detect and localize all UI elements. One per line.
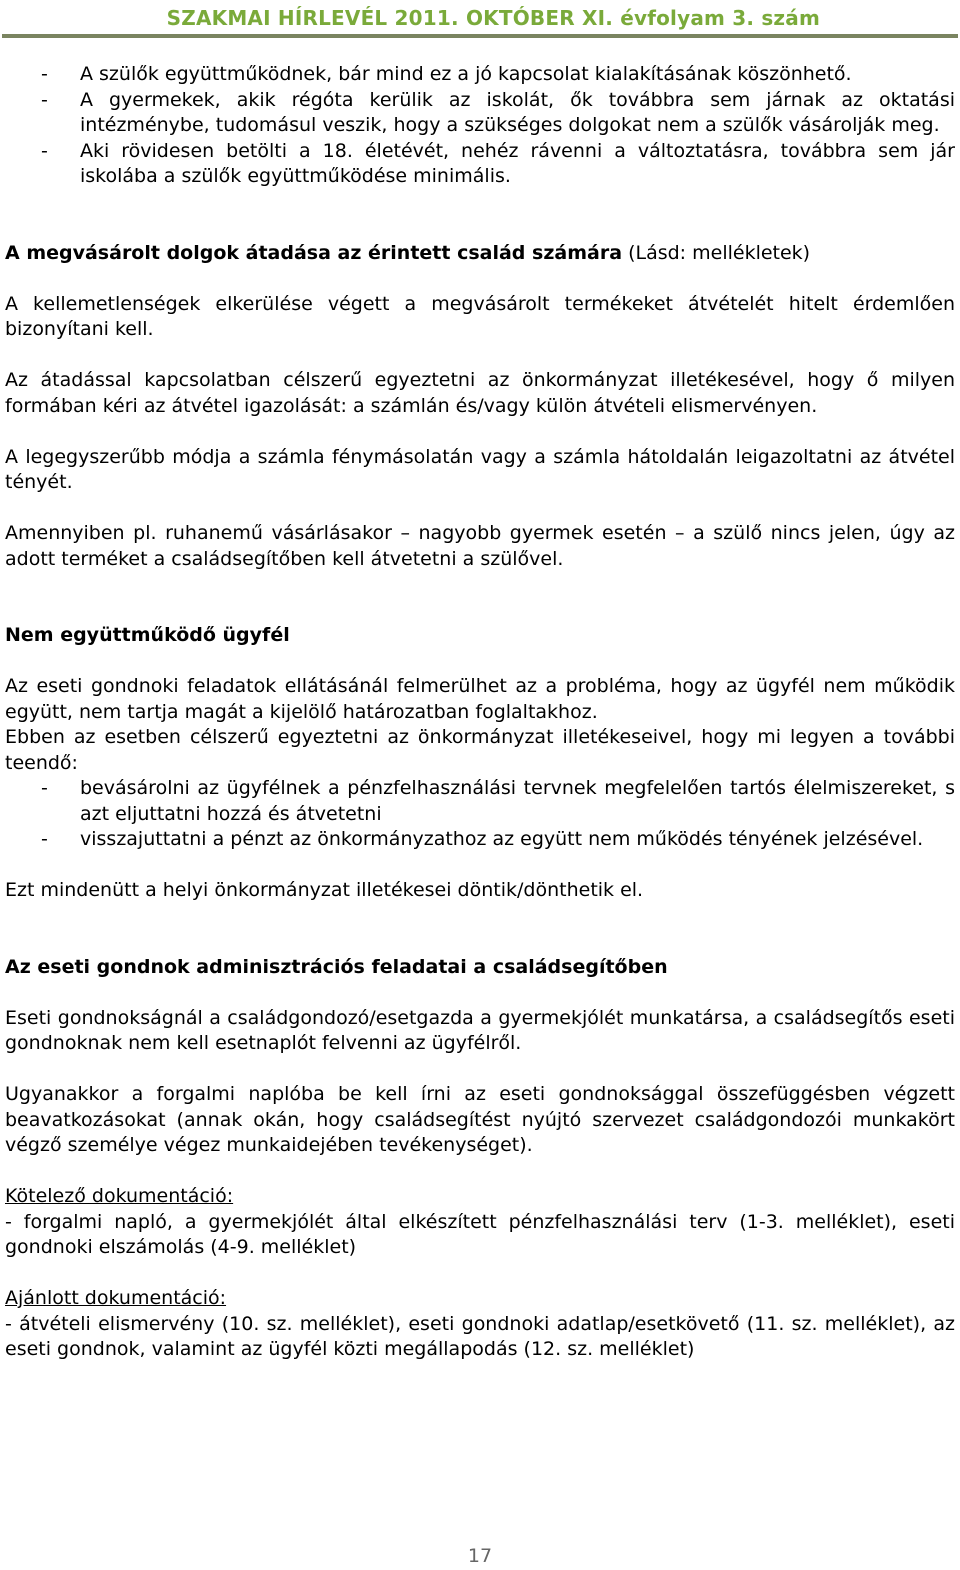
todo-dash-list xyxy=(5,776,955,853)
list-item: - A gyermekek, akik régóta kerülik az iskolát, ők továbbra sem járnak az oktatási intézménybe, tudomásul veszik, hogy a szükséges dolgokat nem a szülők vásárolják meg. xyxy=(41,88,955,136)
paragraph: A legegyszerűbb módja a számla fénymásolatán vagy a számla hátoldalán leigazoltatni az átvétel tényét. xyxy=(5,445,955,493)
recommended-docs-label: Ajánlott dokumentáció: xyxy=(5,1287,227,1309)
paragraph: Amennyiben pl. ruhanemű vásárlásakor – nagyobb gyermek esetén – a szülő nincs jelen, úgy az adott terméket a családsegítőben kell átvetetni a szülővel. xyxy=(5,522,955,570)
paragraph: Ugyanakkor a forgalmi naplóba be kell írni az eseti gondnoksággal összefüggésben végzett beavatkozásokat (annak okán, hogy családsegítést nyújtó szervezet családgondozói munkakört végző személye végez munkaidejében tevékenységet). xyxy=(5,1083,955,1156)
paragraph: Ezt mindenütt a helyi önkormányzat illetékesei döntik/dönthetik el. xyxy=(5,879,644,901)
mandatory-docs-text: - forgalmi napló, a gyermekjólét által elkészített pénzfelhasználási terv (1-3. melléklet), eseti gondnoki elszámolás (4-9. melléklet) xyxy=(5,1210,955,1258)
recommended-docs-text: - átvételi elismervény (10. sz. melléklet), eseti gondnoki adatlap/esetkövető (11. sz. melléklet), az eseti gondnok, valamint az ügyfél közti megállapodás (12. sz. melléklet) xyxy=(5,1312,955,1360)
list-item: - Aki rövidesen betölti a 18. életévét, nehéz rávenni a változtatásra, továbbra sem jár iskolába a szülők együttműködése minimális. xyxy=(41,139,955,187)
recommended-docs xyxy=(5,1286,955,1363)
section-heading-noncooperative: Nem együttműködő ügyfél xyxy=(5,624,290,646)
spacer xyxy=(5,598,955,624)
page-number: 17 xyxy=(467,1545,493,1567)
dash-bullet: - xyxy=(41,777,48,799)
page-header xyxy=(0,0,960,42)
header-divider xyxy=(2,34,958,38)
paragraph: Eseti gondnokságnál a családgondozó/esetgazda a gyermekjólét munkatársa, a családsegítős eseti gondnoknak nem kell esetnaplót felvenni az ügyfélről. xyxy=(5,1006,955,1054)
document-body xyxy=(5,62,955,1388)
dash-bullet: - xyxy=(41,139,48,162)
section-heading-transfer: A megvásárolt dolgok átadása az érintett család számára (Lásd: mellékletek) xyxy=(5,241,811,264)
paragraph: A kellemetlenségek elkerülése végett a megvásárolt termékeket átvételét hitelt érdemlően bizonyítani kell. xyxy=(5,292,955,340)
spacer xyxy=(5,215,955,241)
dash-bullet: - xyxy=(41,63,48,85)
list-item: - A szülők együttműködnek, bár mind ez a jó kapcsolat kialakításának köszönhető. xyxy=(5,62,955,88)
mandatory-docs xyxy=(5,1184,955,1261)
heading-note: (Lásd: mellékletek) xyxy=(628,241,811,264)
list-item: - visszajuttatni a pénzt az önkormányzathoz az együtt nem működés tényének jelzésével. xyxy=(5,827,955,853)
spacer xyxy=(5,929,955,955)
dash-bullet: - xyxy=(41,828,48,850)
paragraph: Ebben az esetben célszerű egyeztetni az önkormányzat illetékeseivel, hogy mi legyen a további teendő: xyxy=(5,726,955,774)
section-heading-admin: Az eseti gondnok adminisztrációs feladatai a családsegítőben xyxy=(5,955,668,978)
dash-bullet: - xyxy=(41,88,48,111)
newsletter-title: SZAKMAI HÍRLEVÉL 2011. OKTÓBER XI. évfolyam 3. szám xyxy=(166,6,820,30)
paragraph: Az átadással kapcsolatban célszerű egyeztetni az önkormányzat illetékesével, hogy ő milyen formában kéri az átvétel igazolását: a számlán és/vagy külön átvételi elismervényen. xyxy=(5,369,955,417)
mandatory-docs-label: Kötelező dokumentáció: xyxy=(5,1185,234,1207)
paragraph: Az eseti gondnoki feladatok ellátásánál felmerülhet az a probléma, hogy az ügyfél nem működik együtt, nem tartja magát a kijelölő határozatban foglaltakhoz. xyxy=(5,675,955,723)
list-item: - bevásárolni az ügyfélnek a pénzfelhasználási tervnek megfelelően tartós élelmiszereket, s azt eljuttatni hozzá és átvetetni xyxy=(41,777,955,825)
top-dash-list xyxy=(5,62,955,190)
